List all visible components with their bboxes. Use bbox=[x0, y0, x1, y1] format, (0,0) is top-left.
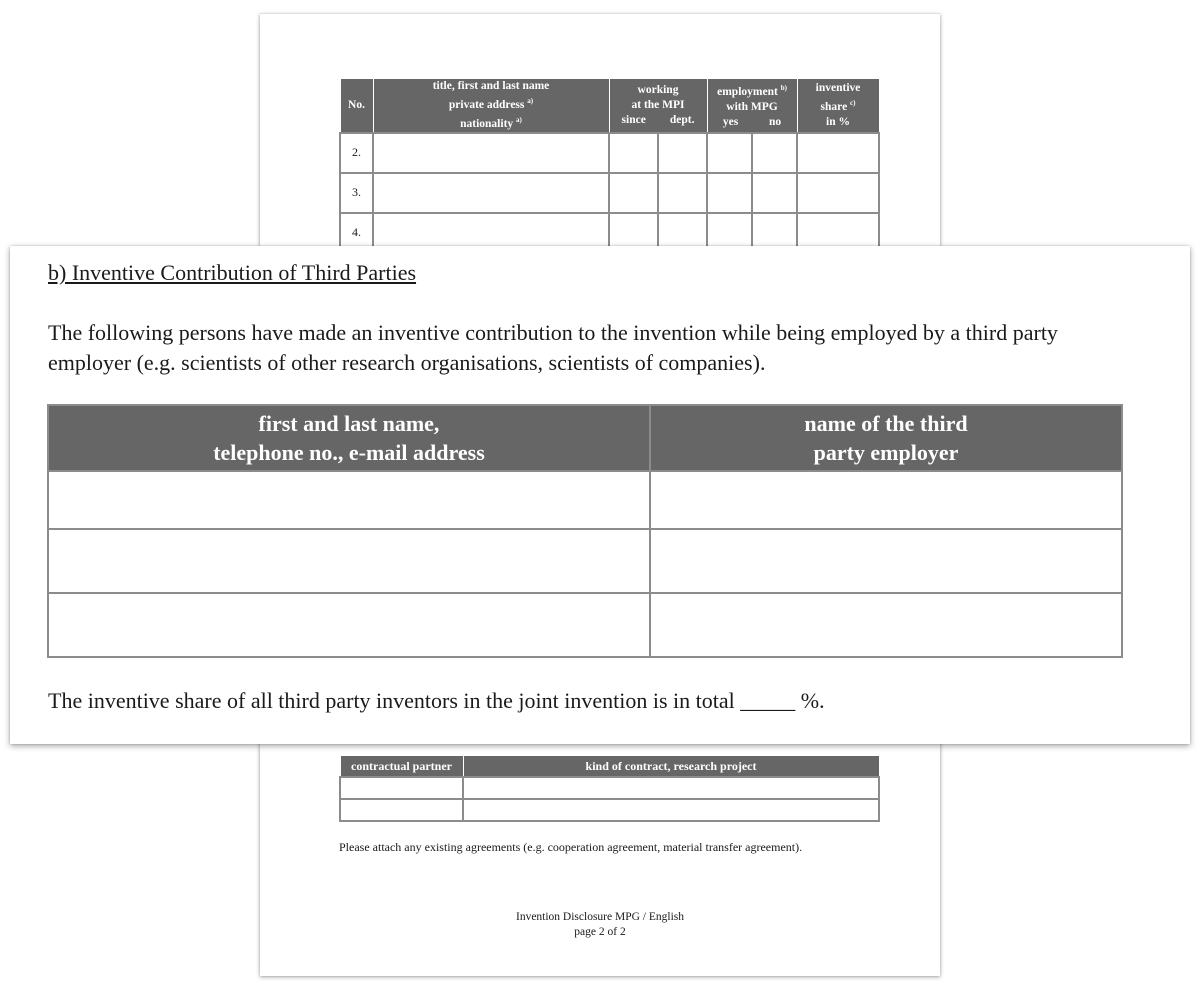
table-row bbox=[48, 593, 1122, 657]
contract-cell[interactable] bbox=[463, 799, 879, 821]
table-row bbox=[48, 471, 1122, 529]
col-header-share: inventive share $^{c)}$ in % bbox=[797, 79, 879, 133]
yes-cell[interactable] bbox=[707, 133, 752, 173]
table-row bbox=[340, 133, 879, 173]
row-number: 2. bbox=[340, 133, 373, 173]
partner-cell[interactable] bbox=[340, 799, 463, 821]
share-cell[interactable] bbox=[797, 173, 879, 213]
row-number: 3. bbox=[340, 173, 373, 213]
table-row bbox=[340, 173, 879, 213]
yes-cell[interactable] bbox=[707, 173, 752, 213]
employer-cell[interactable] bbox=[650, 529, 1122, 593]
page-footer bbox=[260, 910, 940, 940]
no-cell[interactable] bbox=[752, 133, 797, 173]
employer-cell[interactable] bbox=[650, 471, 1122, 529]
col-header-working: working at the MPI since dept. bbox=[609, 79, 707, 133]
no-cell[interactable] bbox=[752, 173, 797, 213]
col-header-contractual-partner: contractual partner bbox=[340, 756, 463, 778]
attach-note: Please attach any existing agreements (e.g. cooperation agreement, material transfer agreement). bbox=[339, 840, 803, 854]
third-party-table bbox=[47, 404, 1123, 658]
zoom-overlay bbox=[10, 246, 1190, 744]
section-heading: b) Inventive Contribution of Third Parties bbox=[48, 260, 417, 285]
name-contact-cell[interactable] bbox=[48, 593, 650, 657]
name-cell[interactable] bbox=[373, 173, 609, 213]
table-row bbox=[340, 777, 879, 799]
col-header-name: title, first and last name private address $^{a)}$ nationality $^{a)}$ bbox=[373, 79, 609, 133]
contract-cell[interactable] bbox=[463, 777, 879, 799]
col-header-name-contact: first and last name, telephone no., e-mail address bbox=[48, 405, 650, 471]
name-contact-cell[interactable] bbox=[48, 471, 650, 529]
dept-cell[interactable] bbox=[658, 133, 707, 173]
col-header-employment: employment $^{b)}$ with MPG yes no bbox=[707, 79, 797, 133]
since-cell[interactable] bbox=[609, 133, 658, 173]
footer-title: Invention Disclosure MPG / English bbox=[515, 911, 685, 923]
partner-cell[interactable] bbox=[340, 777, 463, 799]
row-number: 4. bbox=[340, 213, 373, 253]
table-row bbox=[48, 529, 1122, 593]
employer-cell[interactable] bbox=[650, 593, 1122, 657]
col-header-no: No. bbox=[340, 79, 373, 133]
inventor-table bbox=[339, 78, 880, 254]
since-cell[interactable] bbox=[609, 173, 658, 213]
col-header-kind-of-contract: kind of contract, research project bbox=[463, 756, 879, 778]
name-contact-cell[interactable] bbox=[48, 529, 650, 593]
dept-cell[interactable] bbox=[658, 173, 707, 213]
name-cell[interactable] bbox=[373, 133, 609, 173]
inventive-share-statement: The inventive share of all third party inventors in the joint invention is in total _____ %. bbox=[48, 688, 825, 713]
footer-page-number: page 2 of 2 bbox=[574, 926, 626, 938]
col-header-third-party-employer: name of the third party employer bbox=[650, 405, 1122, 471]
contract-table bbox=[339, 755, 880, 822]
section-paragraph: The following persons have made an inventive contribution to the invention while being employed by a third party employer (e.g. scientists of other research organisations, scientists of companies). bbox=[48, 320, 1058, 375]
table-row bbox=[340, 799, 879, 821]
share-cell[interactable] bbox=[797, 133, 879, 173]
